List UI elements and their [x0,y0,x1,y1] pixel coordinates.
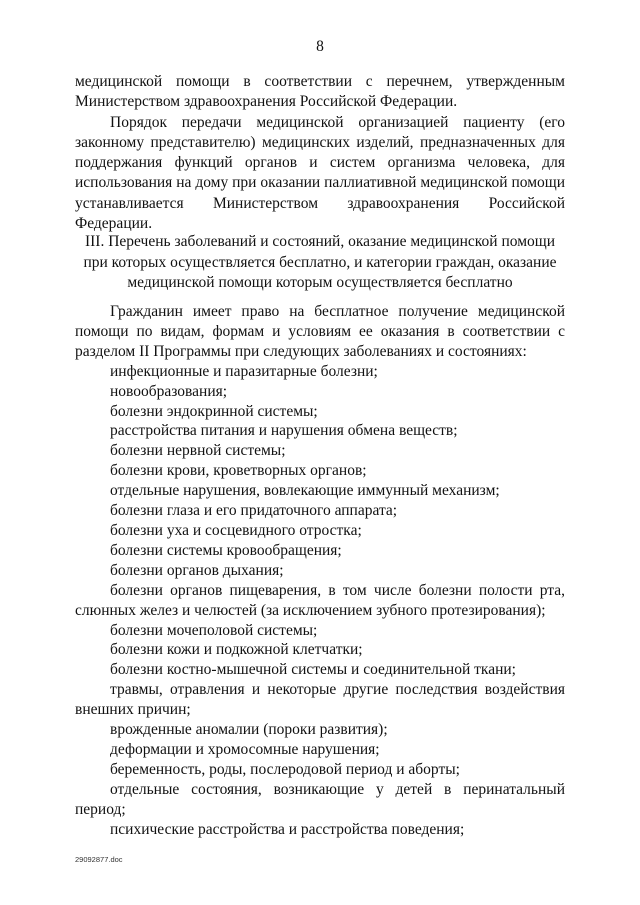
page-number: 8 [316,38,324,55]
condition-item: болезни системы кровообращения; [110,541,342,559]
condition-item: беременность, роды, послеродовой период и аборты; [110,760,460,778]
document-filename: 29092877.doc [75,855,123,864]
condition-item: психические расстройства и расстройства поведения; [110,820,465,838]
intro-paragraph: Порядок передачи медицинской организацией пациенту (его законному представителю) медицинских изделий, предназначенных для поддержания функций органов и систем организма человека, для использования на дому при оказании паллиативной медицинской помощи устанавливается Министерством здравоохранения Российской Федерации. [75,113,565,233]
condition-item: врожденные аномалии (пороки развития); [110,721,388,739]
intro-text [75,72,565,234]
condition-item: болезни кожи и подкожной клетчатки; [110,641,363,659]
condition-item: новообразования; [110,382,228,400]
condition-item: расстройства питания и нарушения обмена веществ; [110,422,458,440]
lead-paragraph: Гражданин имеет право на бесплатное получение медицинской помощи по видам, формам и условиям ее оказания в соответствии с разделом II Программы при следующих заболеваниях и состояниях: [75,303,565,360]
condition-item: болезни глаза и его придаточного аппарата; [110,502,398,520]
condition-item: болезни эндокринной системы; [110,402,318,420]
condition-item: болезни костно-мышечной системы и соединительной ткани; [110,661,516,679]
condition-item: болезни крови, кроветворных органов; [110,462,367,480]
condition-item: инфекционные и паразитарные болезни; [110,362,378,380]
condition-item: деформации и хромосомные нарушения; [110,740,380,758]
condition-item: болезни органов дыхания; [110,561,284,579]
condition-item: отдельные состояния, возникающие у детей в перинатальный период; [75,780,565,818]
conditions-section [75,302,565,839]
condition-item: травмы, отравления и некоторые другие последствия воздействия внешних причин; [75,681,565,719]
condition-item: отдельные нарушения, вовлекающие иммунный механизм; [110,482,500,500]
condition-item: болезни мочеполовой системы; [110,621,318,639]
section-heading: III. Перечень заболеваний и состояний, оказание медицинской помощи при которых осуществляется бесплатно, и категории граждан, оказание медицинской помощи которым осуществляется бесплатно [83,233,557,291]
intro-paragraph: медицинской помощи в соответствии с перечнем, утвержденным Министерством здравоохранения Российской Федерации. [75,73,565,111]
condition-item: болезни уха и сосцевидного отростка; [110,521,362,539]
condition-item: болезни органов пищеварения, в том числе болезни полости рта, слюнных желез и челюстей (за исключением зубного протезирования); [75,581,565,619]
condition-item: болезни нервной системы; [110,442,286,460]
